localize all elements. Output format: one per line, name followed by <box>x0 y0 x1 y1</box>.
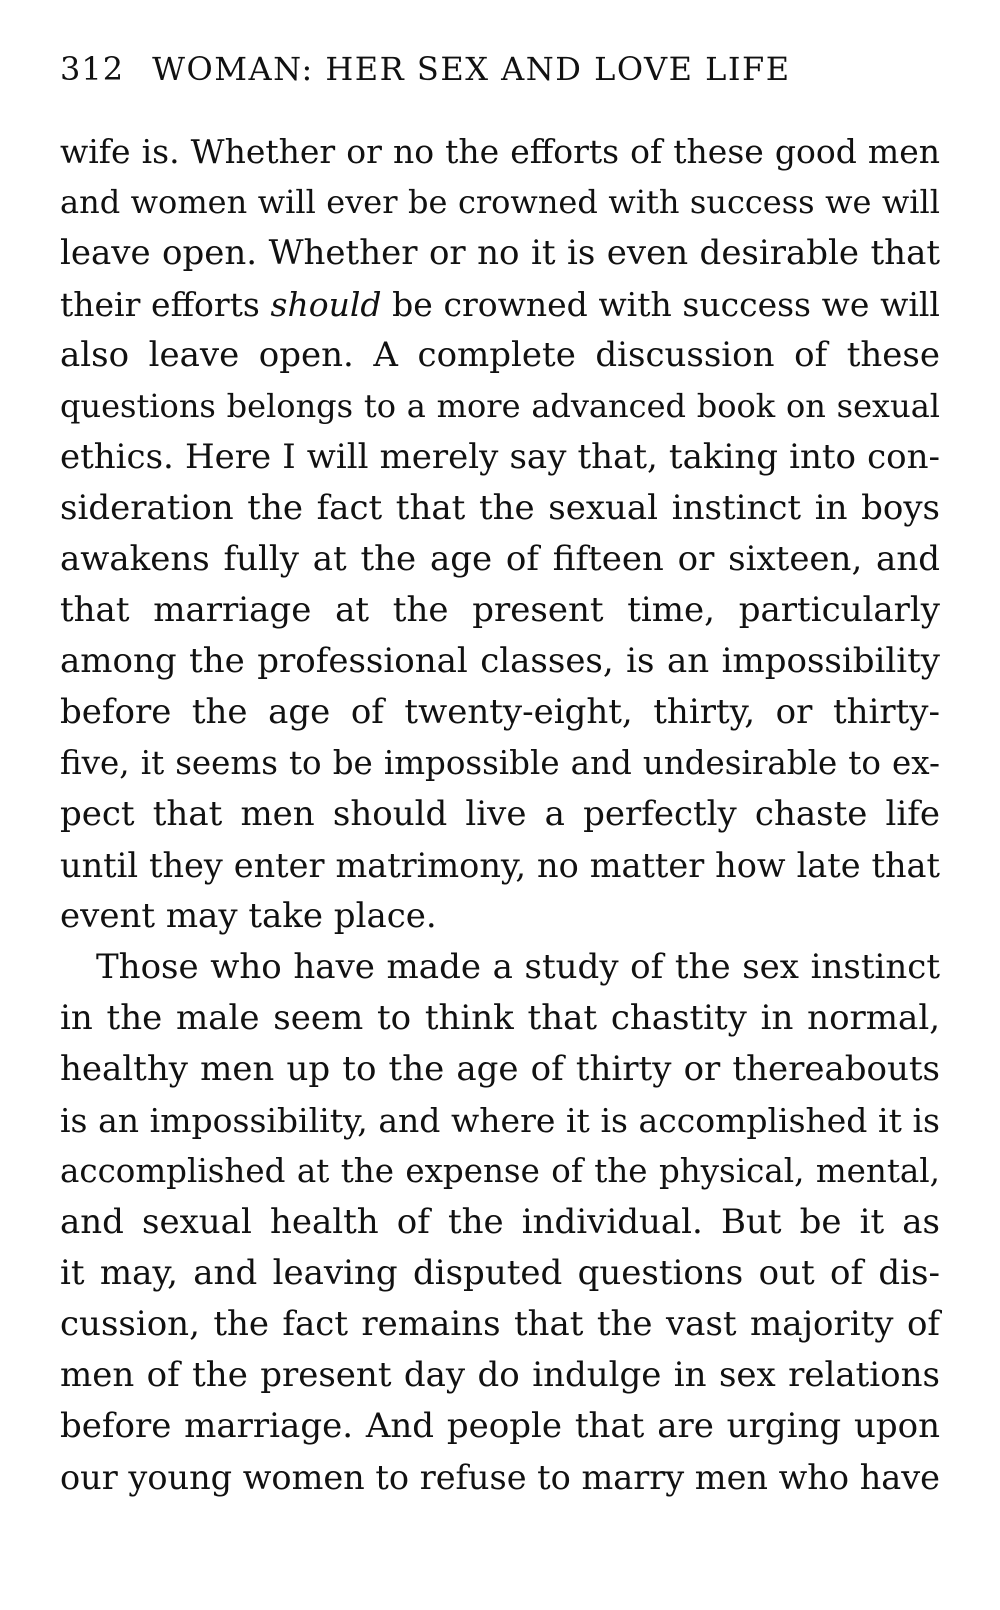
text-segment: their efforts <box>60 285 271 324</box>
text-line: five, it seems to be impossible and undesirable to ex- <box>60 744 940 782</box>
body-text <box>60 126 940 1503</box>
paragraph-1 <box>60 126 940 942</box>
text-line: accomplished at the expense of the physical, mental, <box>60 1152 940 1190</box>
text-line: healthy men up to the age of thirty or thereabouts <box>60 1049 940 1089</box>
text-line: men of the present day do indulge in sex relations <box>60 1355 940 1395</box>
text-line: also leave open. A complete discussion of these <box>60 335 940 375</box>
text-line: that marriage at the present time, particularly <box>60 590 940 630</box>
text-line: event may take place. <box>60 896 437 936</box>
text-line: questions belongs to a more advanced book on sexual <box>60 387 940 425</box>
text-line: in the male seem to think that chastity in normal, <box>60 998 940 1038</box>
paragraph-2 <box>60 942 940 1503</box>
text-line: before the age of twenty-eight, thirty, or thirty- <box>60 692 940 732</box>
text-segment: be crowned with success we will <box>381 285 940 324</box>
text-line: cussion, the fact remains that the vast majority of <box>60 1304 940 1344</box>
text-line: wife is. Whether or no the efforts of these good men <box>60 132 940 171</box>
text-line <box>60 279 940 330</box>
page-number: 312 <box>60 50 125 88</box>
text-line: and women will ever be crowned with success we will <box>60 183 940 221</box>
text-line: until they enter matrimony, no matter how late that <box>60 846 940 885</box>
text-line: among the professional classes, is an impossibility <box>60 641 940 681</box>
text-line: leave open. Whether or no it is even desirable that <box>60 233 940 273</box>
text-line: our young women to refuse to marry men who have <box>60 1458 940 1497</box>
text-line: awakens fully at the age of fifteen or sixteen, and <box>60 539 940 579</box>
text-line: sideration the fact that the sexual instinct in boys <box>60 488 940 528</box>
text-line: Those who have made a study of the sex instinct <box>96 947 940 987</box>
text-line: ethics. Here I will merely say that, taking into con- <box>60 437 940 477</box>
text-line: is an impossibility, and where it is accomplished it is <box>60 1101 940 1140</box>
running-title: WOMAN: HER SEX AND LOVE LIFE <box>152 50 791 88</box>
page-header <box>60 50 940 94</box>
text-line: pect that men should live a perfectly chaste life <box>60 794 940 834</box>
text-line: before marriage. And people that are urging upon <box>60 1406 940 1446</box>
text-line: it may, and leaving disputed questions out of dis- <box>60 1253 940 1293</box>
emphasized-word: should <box>270 285 382 324</box>
text-line: and sexual health of the individual. But be it as <box>60 1202 940 1242</box>
